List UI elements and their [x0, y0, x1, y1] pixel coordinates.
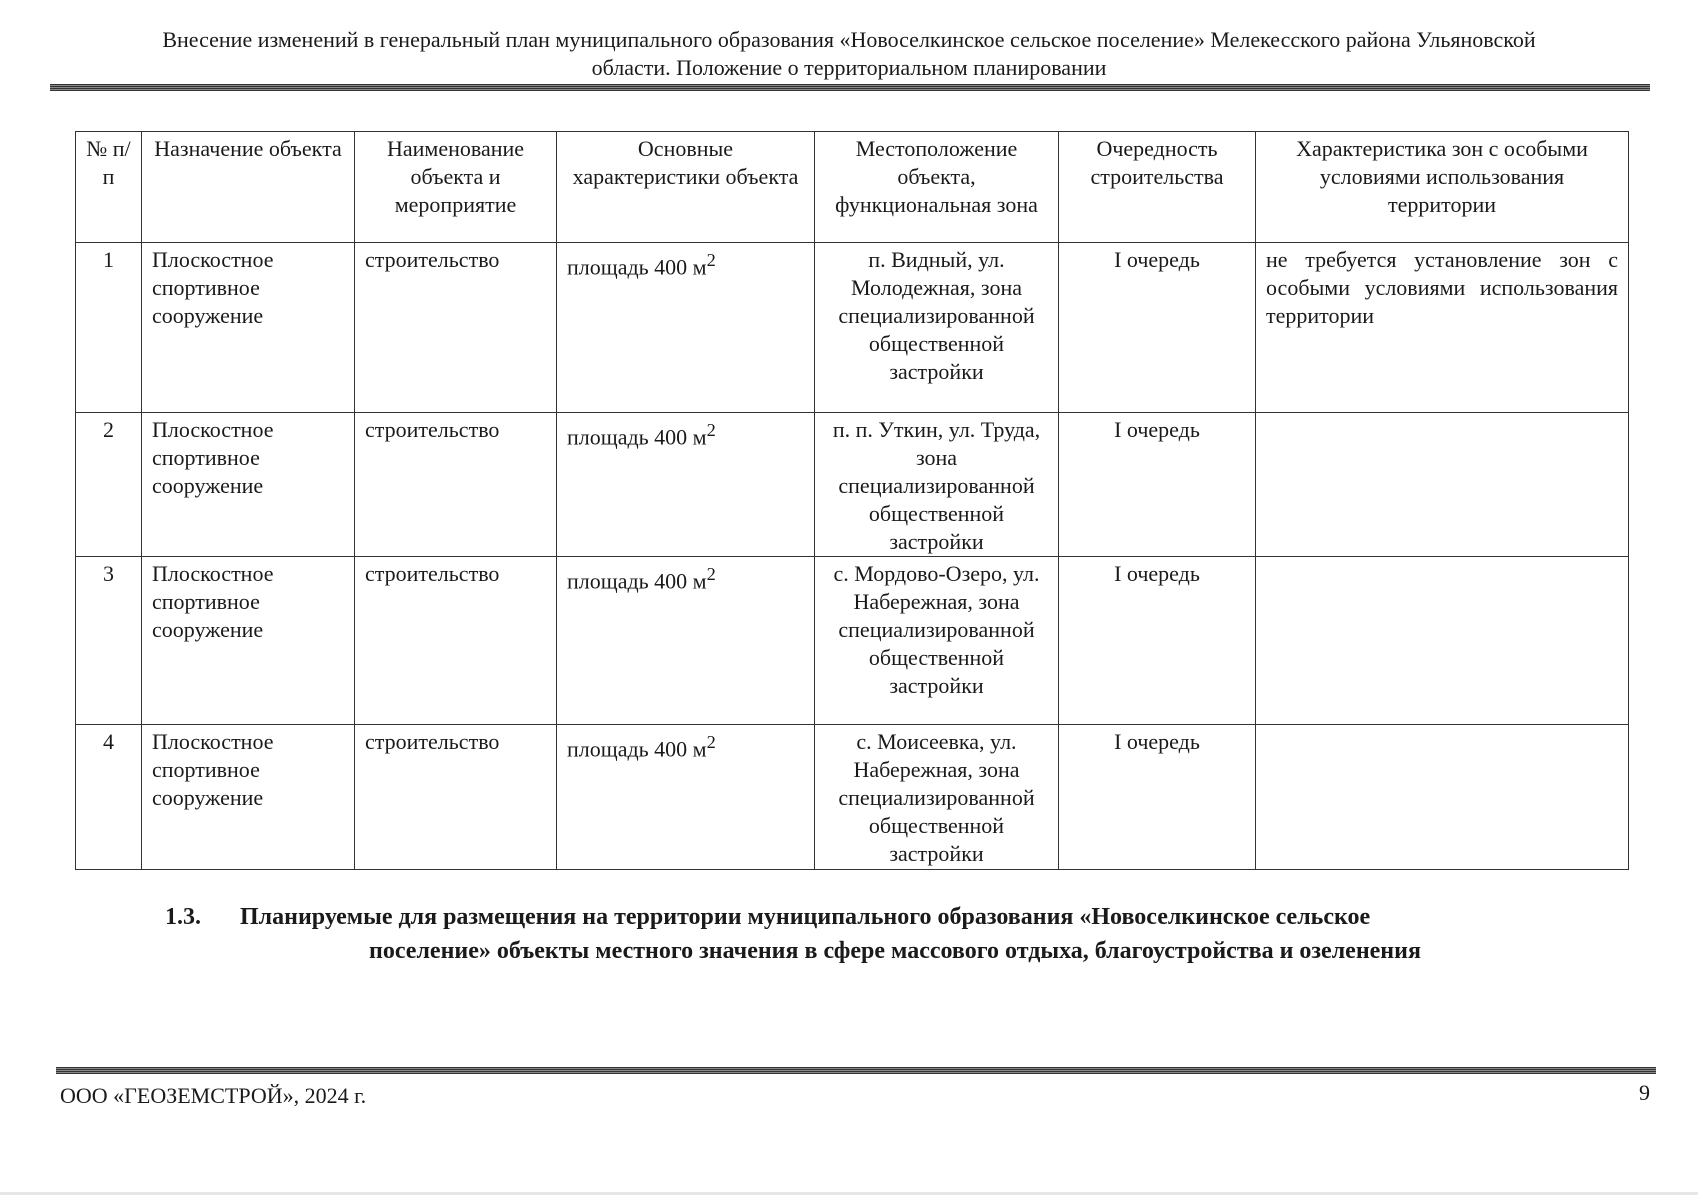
cell-characteristics [557, 725, 815, 870]
cell-order: I очередь [1059, 413, 1256, 557]
section-heading [165, 900, 1585, 968]
cell-action: строительство [355, 243, 557, 413]
cell-order: I очередь [1059, 243, 1256, 413]
cell-action: строительство [355, 413, 557, 557]
area-text: площадь 400 м [567, 424, 707, 450]
cell-number: 1 [76, 243, 142, 413]
column-header-number: № п/п [76, 132, 142, 243]
table-row [76, 413, 1629, 557]
cell-purpose: Плоскостное спортивное сооружение [142, 557, 355, 725]
cell-purpose: Плоскостное спортивное сооружение [142, 413, 355, 557]
table-row [76, 725, 1629, 870]
objects-table [75, 131, 1629, 870]
cell-number: 2 [76, 413, 142, 557]
cell-location: п. п. Уткин, ул. Труда, зона специализированной общественной застройки [815, 413, 1059, 557]
cell-zone: не требуется установление зон с особыми условиями использования территории [1256, 243, 1629, 413]
cell-location: с. Моисеевка, ул. Набережная, зона специализированной общественной застройки [815, 725, 1059, 870]
scan-edge [0, 1192, 1698, 1195]
footer-rule [56, 1067, 1656, 1074]
cell-characteristics [557, 557, 815, 725]
cell-number: 4 [76, 725, 142, 870]
area-exponent: 2 [706, 564, 716, 584]
cell-purpose: Плоскостное спортивное сооружение [142, 243, 355, 413]
column-header-order: Очередность строительства [1059, 132, 1256, 243]
cell-characteristics [557, 243, 815, 413]
column-header-purpose: Назначение объекта [142, 132, 355, 243]
cell-characteristics [557, 413, 815, 557]
table-row [76, 557, 1629, 725]
cell-zone [1256, 725, 1629, 870]
cell-purpose: Плоскостное спортивное сооружение [142, 725, 355, 870]
page-header [60, 26, 1638, 82]
column-header-action: Наименование объекта и мероприятие [355, 132, 557, 243]
section-number: 1.3. [165, 904, 201, 930]
cell-order: I очередь [1059, 557, 1256, 725]
header-line-2: области. Положение о территориальном планировании [591, 55, 1107, 80]
cell-location: с. Мордово-Озеро, ул. Набережная, зона специализированной общественной застройки [815, 557, 1059, 725]
footer-company: ООО «ГЕОЗЕМСТРОЙ», 2024 г. [60, 1083, 367, 1108]
cell-zone [1256, 557, 1629, 725]
header-line-1: Внесение изменений в генеральный план муниципального образования «Новоселкинское сельское поселение» Мелекесского района Ульяновской [162, 27, 1536, 52]
area-text: площадь 400 м [567, 254, 707, 280]
page-number: 9 [1639, 1080, 1650, 1105]
section-title-line-2: поселение» объекты местного значения в сфере массового отдыха, благоустройства и озеленения [369, 938, 1421, 964]
cell-number: 3 [76, 557, 142, 725]
column-header-zone: Характеристика зон с особыми условиями использования территории [1256, 132, 1629, 243]
header-rule [50, 84, 1650, 91]
cell-action: строительство [355, 557, 557, 725]
cell-zone [1256, 413, 1629, 557]
table-header-row [76, 132, 1629, 243]
area-exponent: 2 [706, 250, 716, 270]
area-exponent: 2 [706, 732, 716, 752]
column-header-location: Местоположение объекта, функциональная зона [815, 132, 1059, 243]
cell-location: п. Видный, ул. Молодежная, зона специализированной общественной застройки [815, 243, 1059, 413]
area-text: площадь 400 м [567, 736, 707, 762]
cell-order: I очередь [1059, 725, 1256, 870]
area-exponent: 2 [706, 420, 716, 440]
area-text: площадь 400 м [567, 568, 707, 594]
table-row [76, 243, 1629, 413]
column-header-characteristics: Основные характеристики объекта [557, 132, 815, 243]
section-title-line-1: Планируемые для размещения на территории муниципального образования «Новоселкинское сельское [240, 904, 1371, 930]
cell-action: строительство [355, 725, 557, 870]
